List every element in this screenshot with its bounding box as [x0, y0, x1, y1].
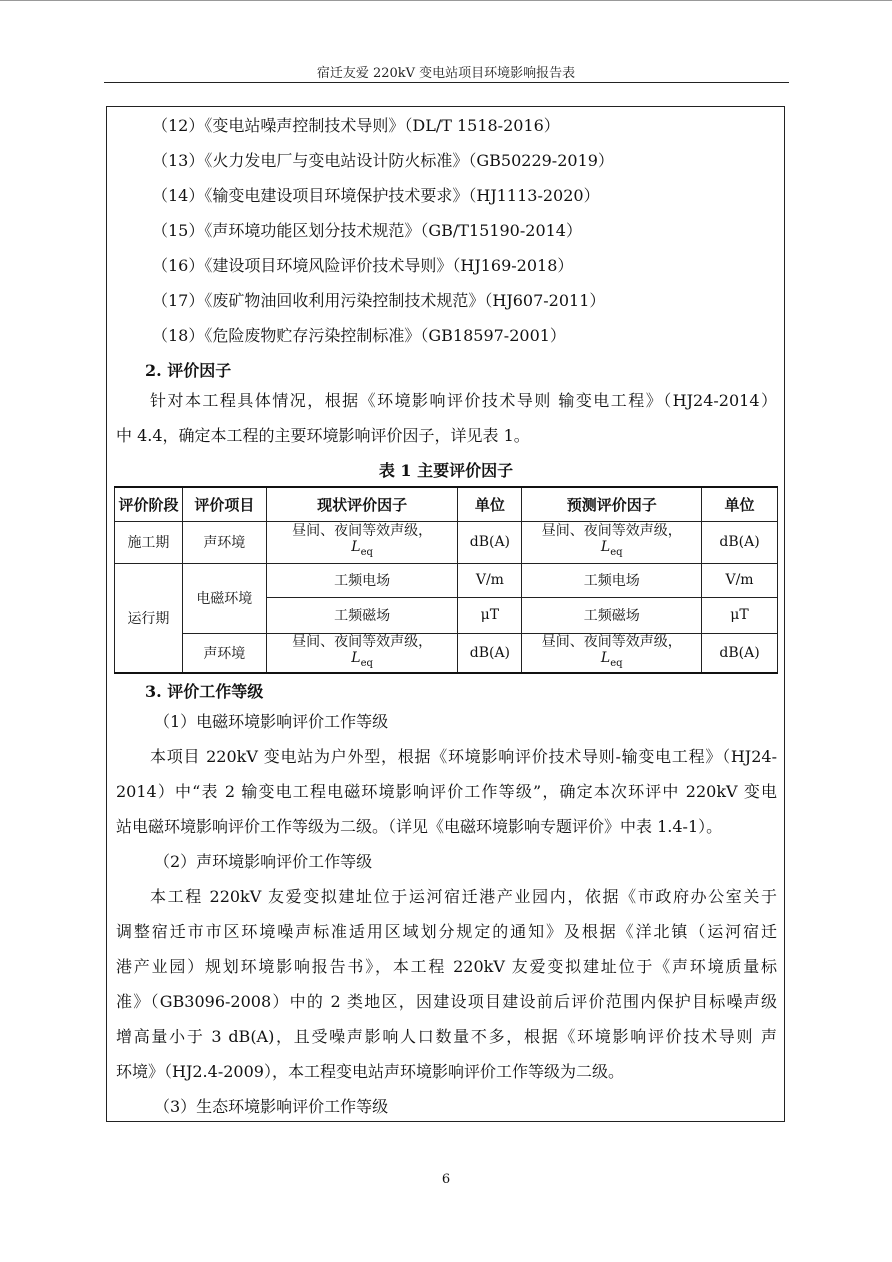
paragraph-line: 港产业园）规划环境影响报告书》，本工程 220kV 友爱变拟建址位于《声环境质量标 [116, 957, 777, 976]
current-factor-cell: 工频磁场 [266, 597, 458, 633]
reference-item: （13）《火力发电厂与变电站设计防火标准》（GB50229-2019） [152, 151, 614, 170]
subsection-heading: （3）生态环境影响评价工作等级 [154, 1097, 389, 1116]
factor-text: 昼间、夜间等效声级， [292, 633, 433, 650]
predict-factor-cell [522, 633, 702, 673]
evaluation-factor-table [114, 486, 778, 674]
factor-text: 昼间、夜间等效声级， [541, 633, 682, 650]
unit-cell: μT [458, 597, 522, 633]
table-caption: 表 1 主要评价因子 [378, 461, 514, 480]
factor-text: 昼间、夜间等效声级， [541, 523, 682, 540]
header-rule [104, 82, 789, 83]
paragraph-line: 本项目 220kV 变电站为户外型，根据《环境影响评价技术导则-输变电工程》（HJ24- [150, 747, 777, 766]
subsection-heading: （1）电磁环境影响评价工作等级 [154, 712, 389, 731]
leq-symbol: $L_{eq}$ [351, 539, 373, 558]
current-factor-cell: 工频电场 [266, 563, 458, 597]
unit-cell: dB(A) [458, 633, 522, 673]
unit-cell: dB(A) [702, 521, 778, 563]
stage-cell: 运行期 [115, 563, 183, 673]
item-cell: 电磁环境 [182, 563, 266, 633]
unit-cell: V/m [702, 563, 778, 597]
unit-cell: μT [702, 597, 778, 633]
table-header-cell: 现状评价因子 [266, 487, 458, 521]
table-header-cell: 评价阶段 [115, 487, 183, 521]
paragraph-line: 2014）中“表 2 输变电工程电磁环境影响评价工作等级”，确定本次环评中 220kV 变电 [116, 782, 777, 801]
reference-item: （16）《建设项目环境风险评价技术导则》（HJ169-2018） [152, 256, 574, 275]
stage-cell: 施工期 [115, 521, 183, 563]
predict-factor-cell [522, 521, 702, 563]
table-header-cell: 单位 [458, 487, 522, 521]
current-factor-cell [266, 521, 458, 563]
paragraph-line: 针对本工程具体情况，根据《环境影响评价技术导则 输变电工程》（HJ24-2014） [150, 391, 777, 410]
predict-factor-cell: 工频磁场 [522, 597, 702, 633]
reference-item: （17）《废矿物油回收利用污染控制技术规范》（HJ607-2011） [152, 291, 606, 310]
section-heading: 3. 评价工作等级 [145, 682, 264, 701]
reference-item: （14）《输变电建设项目环境保护技术要求》（HJ1113-2020） [152, 186, 600, 205]
reference-item: （18）《危险废物贮存污染控制标准》（GB18597-2001） [152, 326, 566, 345]
subsection-heading: （2）声环境影响评价工作等级 [154, 852, 373, 871]
unit-cell: V/m [458, 563, 522, 597]
item-cell: 声环境 [182, 633, 266, 673]
page-number: 6 [441, 1172, 451, 1187]
table-header-cell: 单位 [702, 487, 778, 521]
table-header-cell: 评价项目 [182, 487, 266, 521]
factor-text: 昼间、夜间等效声级， [292, 523, 433, 540]
table-header-row [115, 487, 778, 521]
paragraph-line: 站电磁环境影响评价工作等级为二级。（详见《电磁环境影响专题评价》中表 1.4-1）。 [116, 817, 723, 836]
leq-symbol: $L_{eq}$ [600, 539, 623, 558]
predict-factor-cell: 工频电场 [522, 563, 702, 597]
paragraph-line: 环境》（HJ2.4-2009），本工程变电站声环境影响评价工作等级为二级。 [116, 1062, 624, 1081]
top-border-line [0, 0, 892, 1]
current-factor-cell [266, 633, 458, 673]
paragraph-line: 本工程 220kV 友爱变拟建址位于运河宿迁港产业园内，依据《市政府办公室关于 [150, 887, 777, 906]
table-header-cell: 预测评价因子 [522, 487, 702, 521]
reference-item: （12）《变电站噪声控制技术导则》（DL/T 1518-2016） [152, 116, 560, 135]
item-cell: 声环境 [182, 521, 266, 563]
section-heading: 2. 评价因子 [145, 361, 232, 380]
table-row [115, 521, 778, 563]
unit-cell: dB(A) [702, 633, 778, 673]
reference-item: （15）《声环境功能区划分技术规范》（GB/T15190-2014） [152, 221, 582, 240]
leq-symbol: $L_{eq}$ [600, 649, 623, 669]
paragraph-line: 中 4.4，确定本工程的主要环境影响评价因子，详见表 1。 [116, 426, 530, 445]
paragraph-line: 准》（GB3096-2008）中的 2 类地区，因建设项目建设前后评价范围内保护目标噪声级 [116, 992, 777, 1011]
table-row [115, 633, 778, 673]
table-row [115, 563, 778, 597]
paragraph-line: 调整宿迁市市区环境噪声标准适用区域划分规定的通知》及根据《洋北镇（运河宿迁 [116, 922, 777, 941]
leq-symbol: $L_{eq}$ [351, 649, 373, 669]
page-header-title: 宿迁友爱 220kV 变电站项目环境影响报告表 [316, 66, 576, 81]
paragraph-line: 增高量小于 3 dB(A)，且受噪声影响人口数量不多，根据《环境影响评价技术导则 声 [116, 1027, 777, 1046]
unit-cell: dB(A) [458, 521, 522, 563]
